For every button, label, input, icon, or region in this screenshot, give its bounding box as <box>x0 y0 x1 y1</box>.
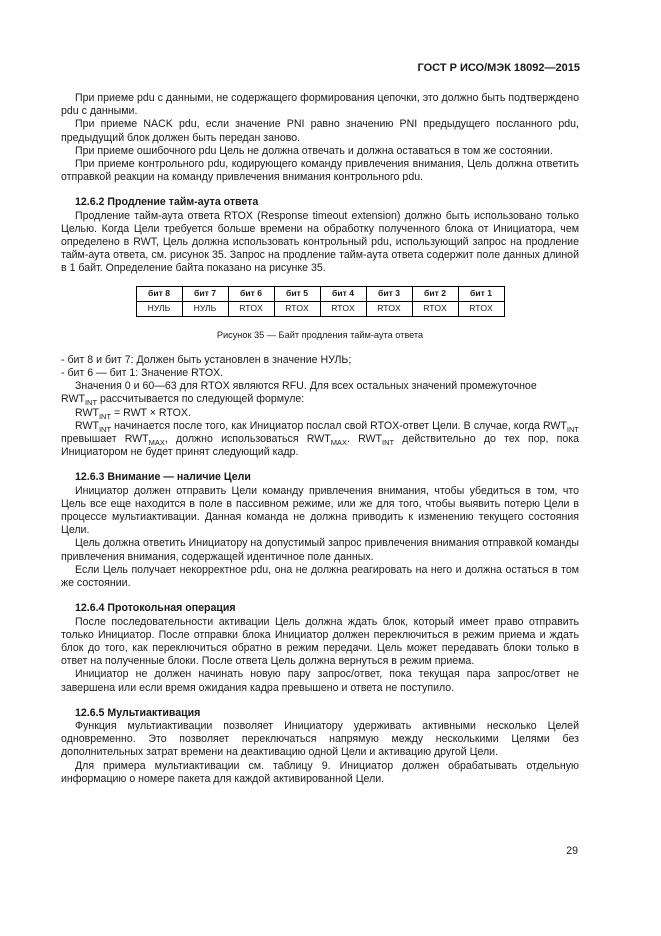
subscript-int: INT <box>98 424 112 434</box>
table-cell: НУЛЬ <box>136 301 182 316</box>
table-header-cell: бит 7 <box>182 286 228 301</box>
text-fragment: превышает RWT <box>61 433 149 446</box>
table-header-cell: бит 3 <box>366 286 412 301</box>
table-cell: RTOX <box>458 301 504 316</box>
text-fragment: , должно использоваться RWT <box>164 433 331 446</box>
paragraph-continuation <box>61 393 579 406</box>
section-heading-12-6-4: 12.6.4 Протокольная операция <box>75 602 236 615</box>
rtox-byte-table <box>136 286 505 317</box>
table-header-cell: бит 5 <box>274 286 320 301</box>
table-header-cell: бит 4 <box>320 286 366 301</box>
paragraph: Если Цель получает некорректное pdu, она не должна реагировать на него и должна остаться в том же состоянии. <box>61 563 579 590</box>
table-cell: RTOX <box>366 301 412 316</box>
section-heading-12-6-5: 12.6.5 Мультиактивация <box>75 706 201 719</box>
section-heading-12-6-3: 12.6.3 Внимание — наличие Цели <box>75 471 251 484</box>
table-header-cell: бит 2 <box>412 286 458 301</box>
paragraph: Цель должна ответить Инициатору на допустимый запрос привлечения внимания отправкой команды привлечения внимания, содержащей идентичное поле данных. <box>61 537 579 563</box>
text-fragment: рассчитывается по следующей формуле: <box>97 393 305 406</box>
table-header-cell: бит 6 <box>228 286 274 301</box>
list-item: - бит 8 и бит 7: Должен быть установлен в значение НУЛЬ; <box>61 353 352 366</box>
figure-caption: Рисунок 35 — Байт продления тайм-аута ответа <box>216 329 424 340</box>
table-cell: RTOX <box>412 301 458 316</box>
table-cell: RTOX <box>274 301 320 316</box>
variable-rwt: RWT <box>75 406 99 419</box>
paragraph: При приеме pdu с данными, не содержащего формирования цепочки, это должно быть подтверждено pdu с данными. <box>61 92 579 118</box>
paragraph: При приеме ошибочного pdu Цель не должна отвечать и должна оставаться в том же состоянии. <box>75 144 553 157</box>
text-fragment: действительно до тех пор, пока Инициатором не будет принят следующий кадр. <box>61 433 579 459</box>
list-item: - бит 6 — бит 1: Значение RTOX. <box>61 367 224 380</box>
variable-rwt: RWT <box>75 419 99 432</box>
table-header-row <box>136 286 504 301</box>
table-cell: НУЛЬ <box>182 301 228 316</box>
page-content <box>61 92 579 786</box>
table-cell: RTOX <box>228 301 274 316</box>
subscript-int: INT <box>382 438 395 448</box>
paragraph: При приеме контрольного pdu, кодирующего команду привлечения внимания, Цель должна ответить отправкой реакции на команду привлечения внимания контрольного pdu. <box>61 158 579 184</box>
table-header-cell: бит 1 <box>458 286 504 301</box>
section-heading-12-6-2: 12.6.2 Продление тайм-аута ответа <box>75 196 259 209</box>
formula <box>61 407 579 420</box>
table-cell: RTOX <box>320 301 366 316</box>
paragraph: После последовательности активации Цель должна ждать блок, который имеет право отправить только Инициатор. После отправки блока Инициатор должен переключиться в режим приема и ждать блок до того, как переключиться обратно в режим передачи. Цель может передавать блоки только в ответ на полученные блоки. После ответа Цель должна вернуться в режим приема. <box>61 615 579 668</box>
paragraph: Инициатор должен отправить Цели команду привлечения внимания, чтобы убедиться в том, что Цель все еще находится в поле в пассивном режиме, или же для того, чтобы выявить потерю Цели в процессе мультиактивации. Данная команда не должна приводить к изменению текущего состояния Цели. <box>61 484 579 537</box>
table-header-cell: бит 8 <box>136 286 182 301</box>
formula-text: = RWT × RTOX. <box>111 406 191 419</box>
subscript-max: MAX <box>330 438 347 448</box>
table-row <box>136 301 504 316</box>
text-fragment: . RWT <box>346 433 382 446</box>
variable-rwt: RWT <box>61 393 85 406</box>
paragraph: Инициатор не должен начинать новую пару запрос/ответ, пока текущая пара запрос/ответ не завершена или если время ожидания кадра превышено и ответа не поступило. <box>61 668 579 694</box>
paragraph: Продление тайм-аута ответа RTOX (Response timeout extension) должно быть использовано только Целью. Когда Цели требуется больше времени на обработку полученного блока от Инициатора, чем определено в RWT, Цель должна использовать контрольный pdu, использующий запрос на продление тайм-аута ответа, см. рисунок 35. Запрос на продление тайм-аута ответа содержит поле данных длиной в 1 байт. Определение байта показано на рисунке 35. <box>61 209 579 275</box>
document-id: ГОСТ Р ИСО/МЭК 18092—2015 <box>417 62 580 74</box>
subscript-int: INT <box>84 398 98 408</box>
paragraph: При приеме NACK pdu, если значение PNI равно значению PNI предыдущего посланного pdu, предыдущий блок должен быть передан заново. <box>61 118 579 144</box>
variable-rwt: RWT <box>542 419 567 432</box>
paragraph: Функция мультиактивации позволяет Инициатору удерживать активными несколько Целей одновременно. Это позволяет переключаться напрямую между несколькими Целями без дополнительных затрат времени на деактивацию одной Цели и активацию другой Цели. <box>61 719 579 759</box>
subscript-max: MAX <box>148 438 165 448</box>
text-fragment: Значения 0 и 60—63 для RTOX являются RFU. Для всех остальных значений промежуточное <box>75 380 537 393</box>
page-number: 29 <box>566 845 578 857</box>
paragraph <box>61 380 579 393</box>
text-fragment: начинается после того, как Инициатор послал свой RTOX-ответ Цели. В случае, когда <box>111 419 540 432</box>
paragraph <box>61 420 579 460</box>
paragraph: Для примера мультиактивации см. таблицу 9. Инициатор должен обрабатывать отдельную информацию о номере пакета для каждой активированной Цели. <box>61 759 579 785</box>
subscript-int: INT <box>566 424 579 434</box>
subscript-int: INT <box>98 411 112 421</box>
